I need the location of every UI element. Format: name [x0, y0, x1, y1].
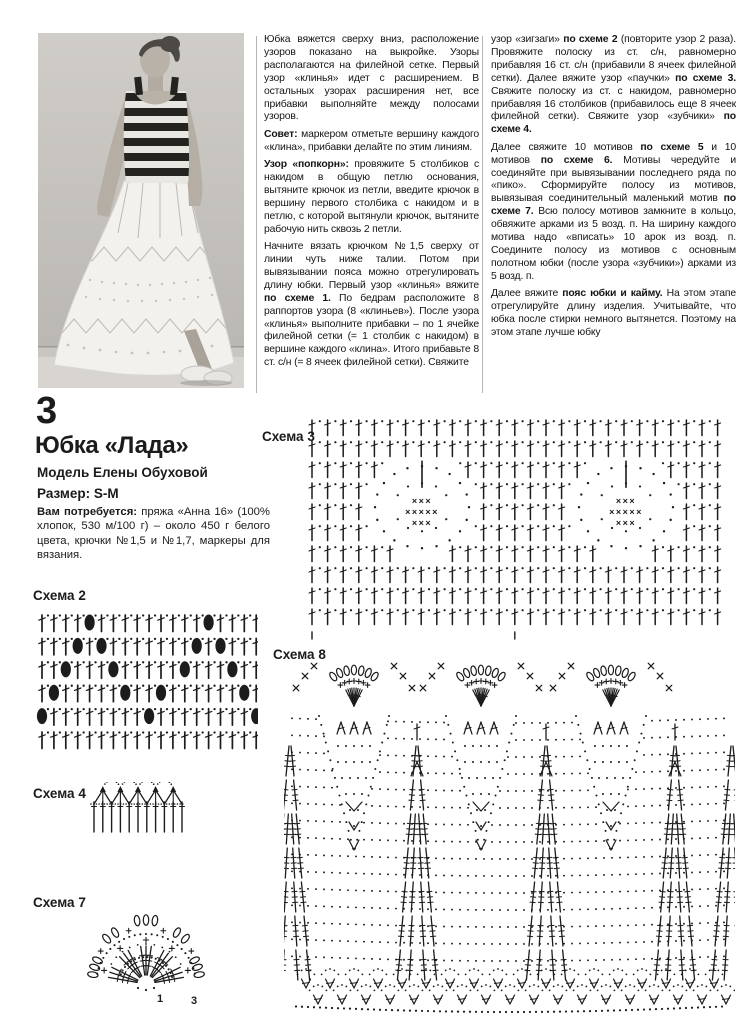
paragraph: Далее свяжите 10 мотивов по схеме 5 и 10 мотивов по схеме 6. Мотивы чередуйте и соединяйте при вывязывании последнего ряда по «пико». Сформируйте полосу из мотивов, вывязывая соединительный маленький мотив по схеме 7. Всю полосу мотивов замкните в кольцо, обвяжите арками из 5 возд. п. На ширину каждого мотива надо «вписать» 10 арок из возд. п. Соедините полосу из мотивов с основным полотном юбки (после узора «зубчики») арками из 5 возд. п.	[491, 141, 736, 282]
scheme4-diagram	[88, 782, 196, 840]
paragraph: Юбка вяжется сверху вниз, расположение узоров показано на выкройке. Узоры располагаются на филейной сетке. Первый узор «клинья» идет с расширением. В остальных узорах расширения нет, все прибавки выполняйте между полосами узоров.	[264, 34, 479, 123]
page-title: Юбка «Лада»	[35, 432, 189, 459]
scheme8-label: Схема 8	[273, 647, 326, 662]
model-photo	[38, 33, 244, 388]
svg-text:×××: ×××	[411, 518, 433, 529]
paragraph: Совет: маркером отметьте вершину каждого «клина», прибавки делайте по этим линиям.	[264, 128, 479, 153]
model-photo-illustration	[38, 33, 244, 388]
size-label: Размер: S-M	[37, 486, 119, 501]
column-divider	[482, 36, 483, 393]
paragraph: узор «зигзаги» по схеме 2 (повторите узор 2 раза). Провяжите полоску из ст. с/н, равномерно прибавляя 16 ст. с/н (прибавили 8 ячеек филейной сетки). Далее вяжите узор «паучки» по схеме 3. Свяжите полоску из ст. с накидом, равномерно прибавляя 16 столбиков (прибавилось еще 8 ячеек филейной сетки). Свяжите узор «зубчики» по схеме 4.	[491, 34, 736, 136]
scheme2-label: Схема 2	[33, 588, 86, 603]
materials-paragraph: Вам потребуется: пряжа «Анна 16» (100% хлопок, 530 м/100 г) – около 450 г белого цвета, крючки №1,5 и №1,7, маркеры для вязания.	[37, 506, 270, 561]
scheme2-diagram	[34, 609, 258, 755]
scheme3-diagram	[300, 416, 734, 648]
svg-text:×××: ×××	[615, 518, 637, 529]
instructions-column-1	[264, 34, 479, 375]
designer-credit: Модель Елены Обуховой	[37, 465, 208, 480]
svg-text:1: 1	[156, 993, 164, 1005]
svg-text:3: 3	[190, 995, 198, 1007]
scheme4-label: Схема 4	[33, 786, 86, 801]
instructions-column-2	[491, 34, 736, 344]
svg-text:×××××: ×××××	[609, 507, 643, 518]
scheme8-diagram	[284, 654, 735, 1020]
scheme7-label: Схема 7	[33, 895, 86, 910]
paragraph: Узор «попкорн»: провяжите 5 столбиков с накидом в общую петлю основания, вытяните крючок из петли, введите крючок в вершину первого столбика с накидом и в петлю, с которой вытянули крючок, вытяните рабочую нить сквозь 2 петли.	[264, 159, 479, 235]
paragraph: Далее вяжите пояс юбки и кайму. На этом этапе отрегулируйте длину изделия. Учитывайте, что юбка после стирки немного вытянется. Поэтому на этом этапе лучше юбку	[491, 288, 736, 338]
column-divider	[256, 36, 257, 393]
svg-text:×××: ×××	[615, 496, 637, 507]
scheme7-diagram	[52, 886, 236, 1008]
scheme3-label: Схема 3	[262, 429, 315, 444]
svg-text:×××××: ×××××	[405, 507, 439, 518]
pattern-number: 3	[36, 390, 58, 432]
svg-text:×××: ×××	[411, 496, 433, 507]
paragraph: Начните вязать крючком №1,5 сверху от линии чуть ниже талии. Потом при вывязывании пояса можно отрегулировать длину юбки. Первый узор «клинья» вяжите по схеме 1. По бедрам расположите 8 раппортов узора (8 «клиньев»). После узора «клинья» выполните прибавки – по 1 ячейке филейной сетки (= 1 столбик с накидом) в вершине каждого «клина». Итого прибавьте 8 ст. с/н (= 8 ячеек филейной сетки). Свяжите	[264, 241, 479, 369]
